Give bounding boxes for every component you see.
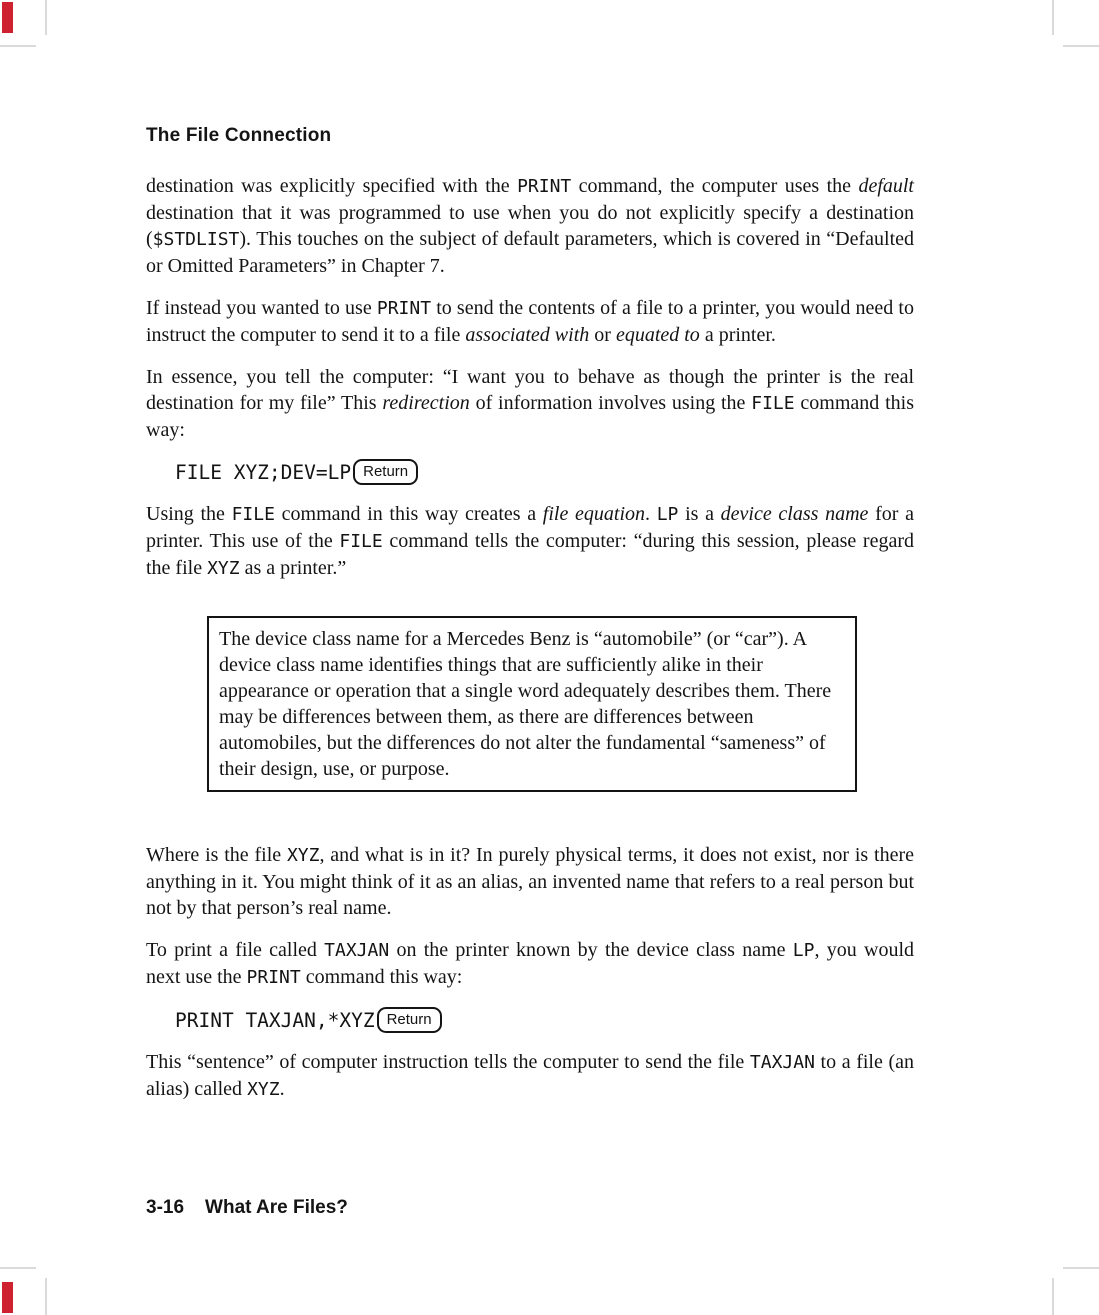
- text-segment: on the printer known by the device class name: [389, 939, 793, 961]
- emphasis-text: equated to: [615, 324, 700, 346]
- inline-code: LP: [792, 940, 815, 961]
- crop-mark-top-left-vertical: [45, 0, 47, 35]
- command-text: PRINT TAXJAN,*XYZ: [175, 1009, 375, 1032]
- text-segment: or: [589, 324, 616, 346]
- crop-mark-bottom-right-vertical: [1052, 1278, 1054, 1315]
- text-segment: To print a file called: [146, 939, 325, 961]
- footer-chapter-title: What Are Files?: [205, 1197, 348, 1218]
- text-segment: to send the contents of a file to a printer, you would need to instruct the computer to send it to a file: [146, 297, 914, 346]
- inline-code: XYZ: [207, 558, 240, 579]
- emphasis-text: associated with: [465, 324, 590, 346]
- text-segment: command, the computer uses the: [571, 175, 859, 197]
- text-segment: In essence, you tell the computer: “I want you to behave as though the printer is the real destination for my file” This: [146, 366, 914, 414]
- text-segment: destination that it was programmed to use when you do not explicitly specify a destination (: [146, 202, 914, 250]
- paragraph-redirection: [146, 364, 914, 443]
- text-segment: .: [279, 1078, 285, 1100]
- return-key: Return: [377, 1007, 442, 1033]
- inline-code: $STDLIST: [152, 229, 240, 250]
- code-line-file-command: [175, 459, 914, 487]
- paragraph-file-equation: [146, 501, 914, 582]
- crop-mark-top-right-horizontal: [1063, 45, 1099, 47]
- crop-mark-bottom-left-horizontal: [0, 1267, 36, 1269]
- paragraph-destination-default: [146, 173, 914, 279]
- crop-mark-top-left-horizontal: [0, 45, 36, 47]
- inline-code: XYZ: [247, 1079, 280, 1100]
- text-segment: command in this way creates a: [274, 503, 543, 525]
- text-segment: destination was explicitly specified with the: [146, 175, 518, 197]
- text-segment: Using the: [146, 503, 232, 525]
- paragraph-where-is-xyz: [146, 842, 914, 921]
- inline-code: FILE: [339, 531, 383, 552]
- page-footer: [146, 1197, 348, 1219]
- paragraph-print-to-printer: [146, 295, 914, 348]
- crop-mark-top-right-vertical: [1052, 0, 1054, 35]
- section-heading: The File Connection: [146, 125, 332, 146]
- code-line-print-command: [175, 1007, 914, 1035]
- text-segment: , you would next use the: [146, 939, 915, 988]
- inline-code: PRINT: [517, 176, 572, 197]
- inline-code: XYZ: [286, 845, 320, 866]
- text-segment: If instead you wanted to use: [146, 297, 377, 319]
- paragraph-sentence-alias: [146, 1049, 914, 1103]
- emphasis-text: file equation: [542, 503, 646, 525]
- emphasis-text: device class name: [720, 503, 869, 525]
- text-segment: a printer.: [699, 324, 776, 346]
- text-segment: , and what is in it? In purely physical terms, it does not exist, nor is there anything in it. You might think of it as an alias, an invented name that refers to a real person but not by that person’s real name.: [146, 844, 914, 919]
- inline-code: LP: [656, 504, 679, 525]
- return-key: Return: [353, 459, 418, 485]
- red-registration-mark-bottom: [2, 1282, 13, 1313]
- text-segment: The device class name for a Mercedes Benz is “automobile” (or “car”). A device class name identifies things that are sufficiently alike in their appearance or operation that a single word adequately describes them. There may be differences between them, as there are differences between automobiles, but the differences do not alter the fundamental “sameness” of their design, use, or purpose.: [219, 628, 832, 780]
- text-segment: of information involves using the: [469, 392, 752, 414]
- page-body: [146, 125, 914, 1119]
- inline-code: TAXJAN: [749, 1052, 815, 1073]
- inline-code: FILE: [231, 504, 275, 525]
- text-segment: is a: [678, 503, 721, 525]
- note-box-text: [219, 626, 845, 782]
- inline-code: PRINT: [246, 967, 301, 988]
- page-number: 3-16: [146, 1197, 185, 1218]
- text-segment: ). This touches on the subject of default parameters, which is covered in “Defaulted or Omitted Parameters” in Chapter 7.: [146, 228, 914, 277]
- command-text: FILE XYZ;DEV=LP: [175, 461, 352, 484]
- text-segment: command this way:: [300, 966, 463, 988]
- red-registration-mark-top: [2, 2, 13, 33]
- inline-code: PRINT: [376, 298, 432, 319]
- text-segment: Where is the file: [146, 844, 287, 866]
- inline-code: TAXJAN: [324, 940, 390, 961]
- paragraph-print-taxjan: [146, 937, 914, 991]
- note-box: [207, 616, 857, 792]
- text-segment: to a file (an alias) called: [146, 1051, 915, 1100]
- text-segment: command this way:: [146, 392, 914, 441]
- emphasis-text: redirection: [382, 392, 470, 414]
- emphasis-text: default: [858, 175, 914, 197]
- text-segment: .: [645, 503, 657, 525]
- text-segment: for a printer. This use of the: [146, 503, 915, 552]
- crop-mark-bottom-right-horizontal: [1063, 1267, 1099, 1269]
- text-segment: as a printer.”: [239, 557, 347, 579]
- crop-mark-bottom-left-vertical: [45, 1278, 47, 1315]
- text-segment: command tells the computer: “during this session, please regard the file: [146, 530, 914, 579]
- inline-code: FILE: [751, 393, 795, 414]
- text-segment: This “sentence” of computer instruction tells the computer to send the file: [146, 1051, 750, 1073]
